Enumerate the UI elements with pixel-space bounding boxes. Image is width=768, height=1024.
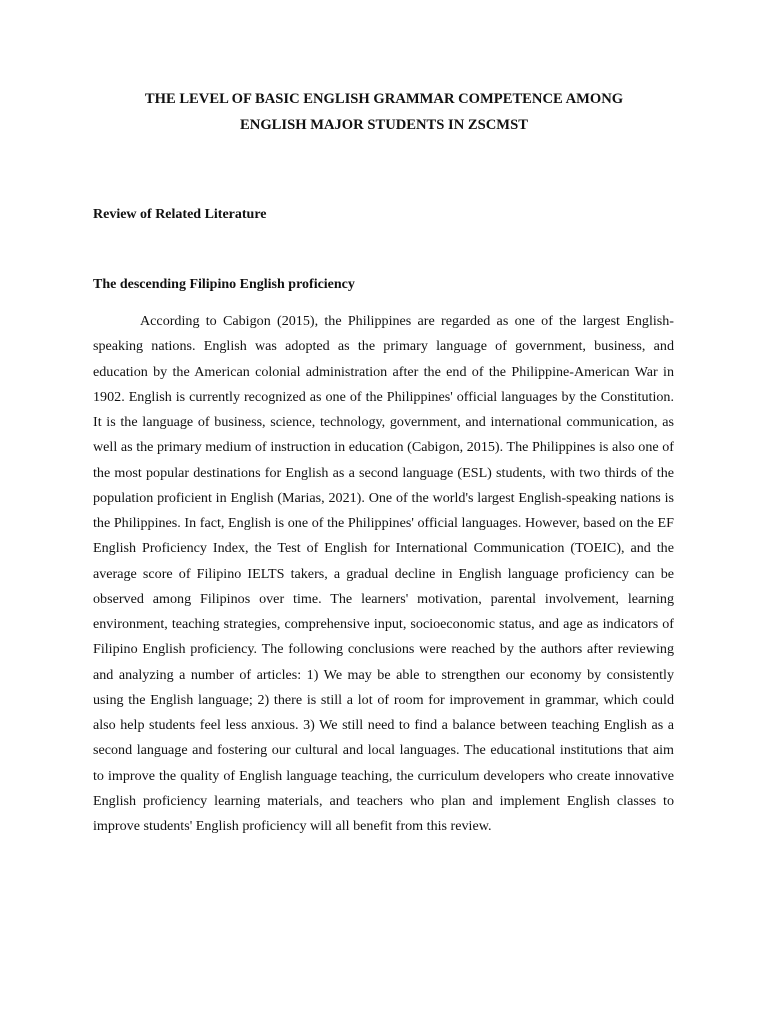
subsection-heading: The descending Filipino English proficiency (93, 277, 355, 292)
section-heading: Review of Related Literature (93, 207, 267, 222)
title-line-1: THE LEVEL OF BASIC ENGLISH GRAMMAR COMPETENCE AMONG (144, 91, 624, 107)
document-title (93, 86, 675, 138)
title-line-2: ENGLISH MAJOR STUDENTS IN ZSCMST (240, 117, 528, 133)
body-paragraph: According to Cabigon (2015), the Philippines are regarded as one of the largest English-speaking nations. English was adopted as the primary language of government, business, and education by the American colonial administration after the end of the Philippine-American War in 1902. English is currently recognized as one of the Philippines' official languages by the Constitution. It is the language of business, science, technology, government, and international communication, as well as the primary medium of instruction in education (Cabigon, 2015). The Philippines is also one of the most popular destinations for English as a second language (ESL) students, with two thirds of the population proficient in English (Marias, 2021). One of the world's largest English-speaking nations is the Philippines. In fact, English is one of the Philippines' official languages. However, based on the EF English Proficiency Index, the Test of English for International Communication (TOEIC), and the average score of Filipino IELTS takers, a gradual decline in English language proficiency can be observed among Filipinos over time. The learners' motivation, parental involvement, learning environment, teaching strategies, comprehensive input, socioeconomic status, and age as indicators of Filipino English proficiency. The following conclusions were reached by the authors after reviewing and analyzing a number of articles: 1) We may be able to strengthen our economy by consistently using the English language; 2) there is still a lot of room for improvement in grammar, which could also help students feel less anxious. 3) We still need to find a balance between teaching English as a second language and fostering our cultural and local languages. The educational institutions that aim to improve the quality of English language teaching, the curriculum developers who create innovative English proficiency learning materials, and teachers who plan and implement English classes to improve students' English proficiency will all benefit from this review. (93, 313, 674, 834)
